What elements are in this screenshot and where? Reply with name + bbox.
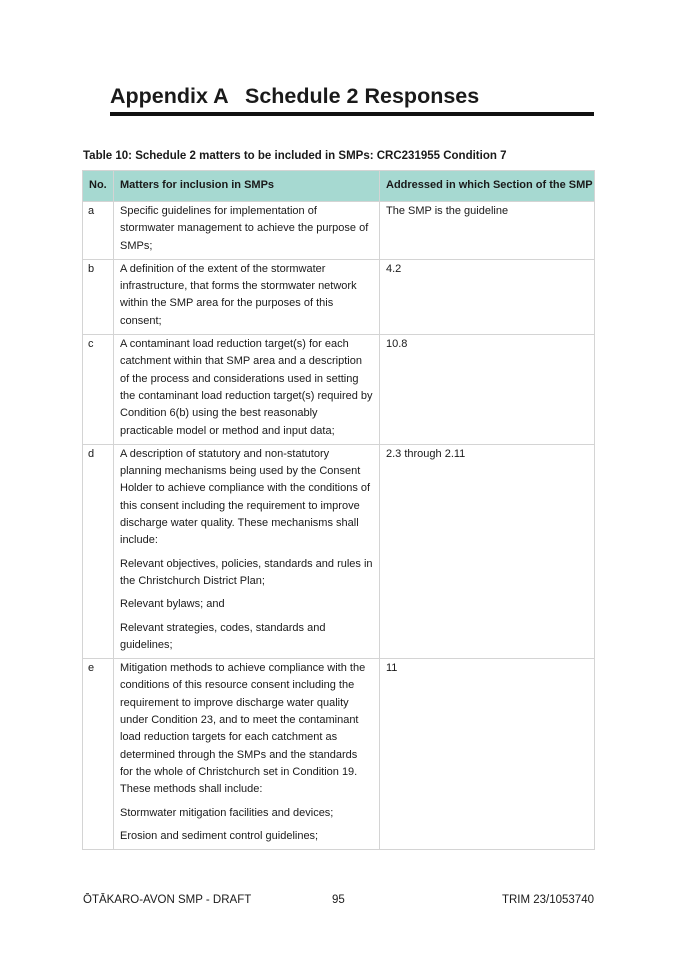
row-number: e bbox=[83, 659, 114, 850]
row-section: 10.8 bbox=[380, 335, 595, 445]
table-row bbox=[83, 444, 595, 658]
row-matters bbox=[114, 335, 380, 445]
header-section: Addressed in which Section of the SMP bbox=[380, 171, 595, 202]
matter-text: A contaminant load reduction target(s) for each catchment within that SMP area and a description of the process and considerations used in setting the contaminant load reduction target(s) required by Condition 6(b) using the best reasonably practicable model or method and input data; bbox=[120, 338, 373, 437]
row-section: The SMP is the guideline bbox=[380, 202, 595, 260]
row-matters bbox=[114, 259, 380, 334]
appendix-heading bbox=[110, 84, 594, 116]
schedule-table bbox=[82, 170, 595, 850]
matter-text: Relevant bylaws; and bbox=[120, 598, 225, 611]
row-matters bbox=[114, 202, 380, 260]
footer-trim-reference: TRIM 23/1053740 bbox=[501, 894, 594, 906]
table-row bbox=[83, 259, 595, 334]
footer-page-number: 95 bbox=[332, 894, 345, 906]
row-number: a bbox=[83, 202, 114, 260]
row-section: 4.2 bbox=[380, 259, 595, 334]
matter-text: Specific guidelines for implementation of stormwater management to achieve the purpose of SMPs; bbox=[120, 205, 369, 252]
row-section: 11 bbox=[380, 659, 595, 850]
table-row bbox=[83, 659, 595, 850]
header-no: No. bbox=[83, 171, 114, 202]
matter-text: Mitigation methods to achieve compliance with the conditions of this resource consent including the requirement to improve discharge water quality under Condition 23, and to meet the contaminant load reduction targets for each catchment as determined through the SMPs and the standards for the whole of Christchurch set in Condition 19. These methods shall include: bbox=[120, 662, 366, 796]
row-number: b bbox=[83, 259, 114, 334]
table-row bbox=[83, 202, 595, 260]
appendix-title: Schedule 2 Responses bbox=[245, 84, 480, 108]
row-section: 2.3 through 2.11 bbox=[380, 444, 595, 658]
matter-text: Relevant strategies, codes, standards and guidelines; bbox=[120, 621, 326, 651]
row-matters bbox=[114, 444, 380, 658]
footer-document-title: ŌTĀKARO-AVON SMP - DRAFT bbox=[83, 894, 252, 906]
matter-text: Erosion and sediment control guidelines; bbox=[120, 829, 319, 842]
table-header-row bbox=[83, 171, 595, 202]
row-number: c bbox=[83, 335, 114, 445]
matter-text: Stormwater mitigation facilities and devices; bbox=[120, 806, 334, 819]
table-row bbox=[83, 335, 595, 445]
row-number: d bbox=[83, 444, 114, 658]
appendix-number: Appendix A bbox=[110, 84, 229, 108]
table-caption: Table 10: Schedule 2 matters to be included in SMPs: CRC231955 Condition 7 bbox=[83, 150, 507, 162]
row-matters bbox=[114, 659, 380, 850]
matter-text: A description of statutory and non-statutory planning mechanisms being used by the Consent Holder to achieve compliance with the conditions of this consent including the requirement to improve discharge water quality. These mechanisms shall include: bbox=[120, 447, 371, 547]
header-matters: Matters for inclusion in SMPs bbox=[114, 171, 380, 202]
matter-text: A definition of the extent of the stormwater infrastructure, that forms the stormwater network within the SMP area for the purposes of this consent; bbox=[120, 262, 357, 327]
matter-text: Relevant objectives, policies, standards and rules in the Christchurch District Plan; bbox=[120, 557, 373, 587]
